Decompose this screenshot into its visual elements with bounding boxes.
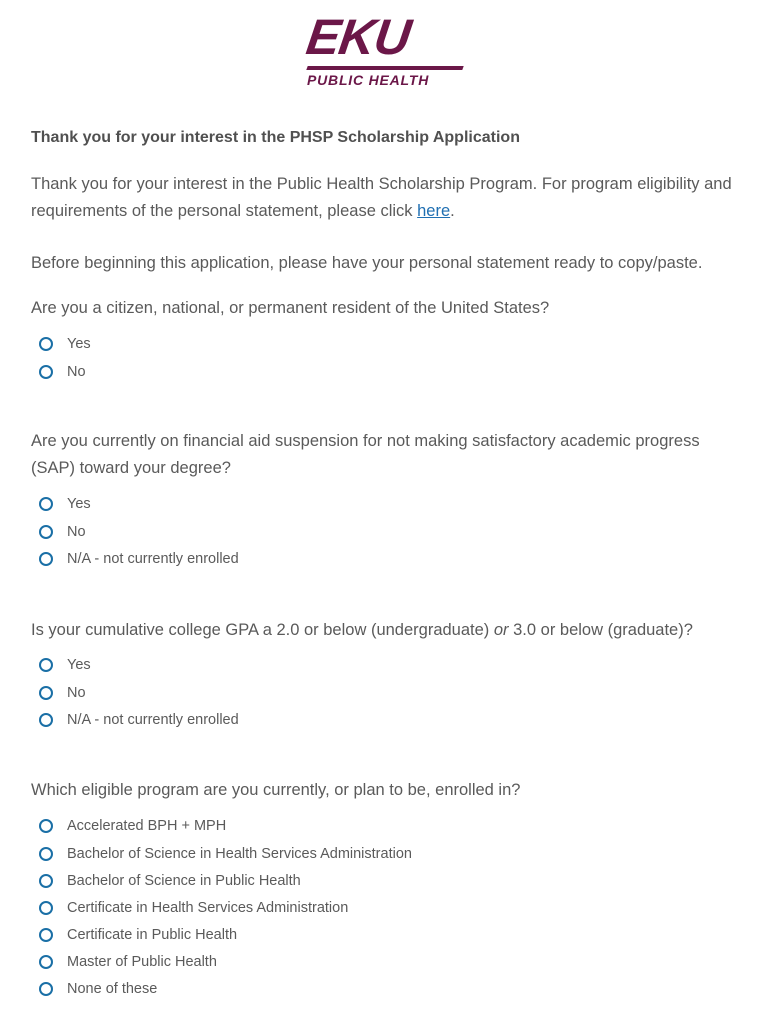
radio-button[interactable]: [39, 874, 53, 888]
option-label: Yes: [67, 657, 91, 673]
radio-button[interactable]: [39, 955, 53, 969]
logo-eku-text: EKU: [303, 9, 414, 65]
option-program-mph[interactable]: [39, 951, 217, 973]
option-label: Yes: [67, 336, 91, 352]
radio-button[interactable]: [39, 525, 53, 539]
logo-subtitle: PUBLIC HEALTH: [307, 72, 430, 88]
radio-button[interactable]: [39, 901, 53, 915]
option-label: Accelerated BPH + MPH: [67, 818, 227, 834]
intro-paragraph: [31, 171, 741, 225]
option-label: Bachelor of Science in Public Health: [67, 873, 301, 889]
option-sap-na[interactable]: [39, 548, 239, 570]
option-label: Certificate in Public Health: [67, 927, 238, 943]
option-label: Certificate in Health Services Administration: [67, 900, 349, 916]
radio-button[interactable]: [39, 982, 53, 996]
radio-button[interactable]: [39, 658, 53, 672]
radio-button[interactable]: [39, 337, 53, 351]
option-label: No: [67, 685, 86, 701]
before-note: Before beginning this application, please have your personal statement ready to copy/paste.: [31, 254, 703, 272]
question-gpa-text: Is your cumulative college GPA a 2.0 or below (undergraduate): [31, 621, 494, 639]
option-gpa-na[interactable]: [39, 709, 239, 731]
option-sap-no[interactable]: [39, 521, 86, 543]
option-label: Yes: [67, 496, 91, 512]
question-program: Which eligible program are you currently, or plan to be, enrolled in?: [31, 781, 521, 799]
option-citizenship-yes[interactable]: [39, 333, 91, 355]
intro-text: Thank you for your interest in the Public Health Scholarship Program. For program eligibility and requirements of the personal statement, please click: [31, 175, 732, 220]
option-citizenship-no[interactable]: [39, 361, 86, 383]
option-program-bs-ph[interactable]: [39, 870, 301, 892]
radio-button[interactable]: [39, 847, 53, 861]
option-gpa-yes[interactable]: [39, 654, 91, 676]
page-title: Thank you for your interest in the PHSP Scholarship Application: [31, 129, 520, 146]
option-gpa-no[interactable]: [39, 682, 86, 704]
option-label: Bachelor of Science in Health Services Administration: [67, 846, 412, 862]
radio-button[interactable]: [39, 365, 53, 379]
option-program-cert-ph[interactable]: [39, 924, 237, 946]
option-program-none[interactable]: [39, 978, 157, 1000]
question-gpa-text-end: 3.0 or below (graduate)?: [508, 621, 693, 639]
option-label: N/A - not currently enrolled: [67, 551, 239, 567]
option-label: No: [67, 364, 86, 380]
eligibility-link[interactable]: here: [417, 202, 451, 220]
radio-button[interactable]: [39, 497, 53, 511]
question-gpa: [31, 617, 741, 644]
radio-button[interactable]: [39, 928, 53, 942]
option-label: No: [67, 524, 86, 540]
logo-underline: [306, 66, 463, 70]
radio-button[interactable]: [39, 819, 53, 833]
question-citizenship: Are you a citizen, national, or permanent resident of the United States?: [31, 299, 550, 317]
option-label: N/A - not currently enrolled: [67, 712, 239, 728]
radio-button[interactable]: [39, 552, 53, 566]
option-sap-yes[interactable]: [39, 493, 91, 515]
option-program-cert-hsa[interactable]: [39, 897, 348, 919]
question-gpa-or: or: [493, 621, 509, 639]
radio-button[interactable]: [39, 686, 53, 700]
option-program-accelerated[interactable]: [39, 815, 226, 837]
intro-text-end: .: [450, 202, 455, 220]
question-sap: Are you currently on financial aid suspension for not making satisfactory academic progress (SAP) toward your degree?: [31, 432, 700, 477]
radio-button[interactable]: [39, 713, 53, 727]
option-label: None of these: [67, 981, 158, 997]
option-program-bs-hsa[interactable]: [39, 843, 412, 865]
option-label: Master of Public Health: [67, 954, 217, 970]
eku-public-health-logo: [303, 9, 468, 90]
